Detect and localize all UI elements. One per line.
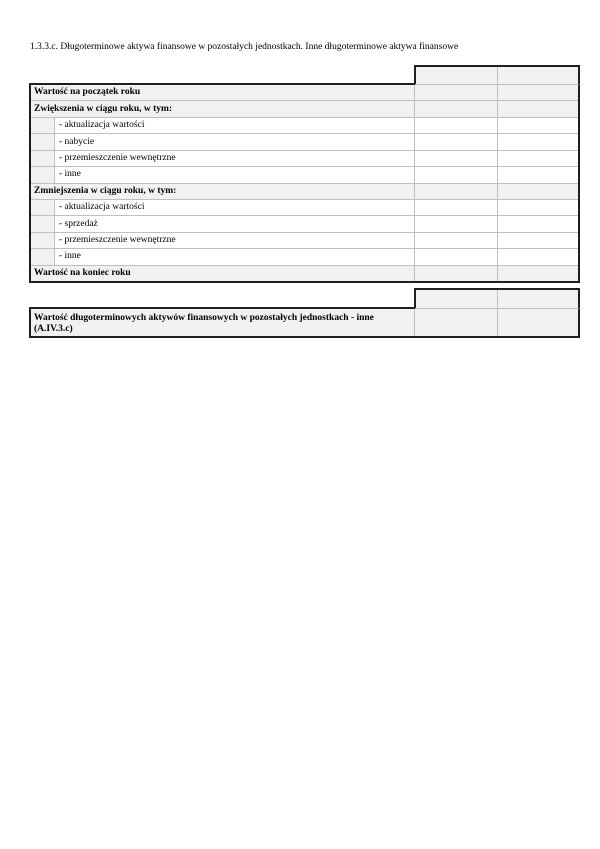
value-cell-1	[414, 118, 497, 133]
summary-year-header-cell-1	[416, 290, 498, 308]
value-cell-2	[497, 151, 578, 166]
main-table-year-header	[414, 65, 580, 85]
indent-cell	[31, 134, 55, 149]
value-cell-2	[497, 85, 578, 100]
row-label: Wartość na początek roku	[31, 85, 414, 100]
indent-cell	[31, 118, 55, 133]
summary-label-line-1: Wartość długoterminowych aktywów finansowych w pozostałych jednostkach - inne	[34, 312, 374, 323]
year-header-cell-2	[498, 67, 578, 84]
value-cell-1	[414, 249, 497, 264]
row-label: - inne	[55, 167, 414, 182]
row-label: Zwiększenia w ciągu roku, w tym:	[31, 101, 414, 116]
table-row	[31, 100, 578, 116]
value-cell-2	[497, 266, 578, 281]
row-label: - inne	[55, 249, 414, 264]
row-label: - nabycie	[55, 134, 414, 149]
summary-label-line-2: (A.IV.3.c)	[34, 323, 73, 334]
value-cell-2	[497, 233, 578, 248]
indent-cell	[31, 216, 55, 231]
indent-cell	[31, 167, 55, 182]
value-cell-1	[414, 134, 497, 149]
row-label: Zmniejszenia w ciągu roku, w tym:	[31, 184, 414, 199]
summary-table-year-header	[414, 288, 580, 309]
value-cell-2	[497, 118, 578, 133]
table-row	[31, 133, 578, 149]
value-cell-1	[414, 200, 497, 215]
row-label: - przemieszczenie wewnętrzne	[55, 233, 414, 248]
row-label: - sprzedaż	[55, 216, 414, 231]
value-cell-2	[497, 167, 578, 182]
value-cell-1	[414, 85, 497, 100]
value-cell-1	[414, 184, 497, 199]
summary-value-cell-1	[414, 309, 497, 336]
table-row	[31, 215, 578, 231]
indent-cell	[31, 233, 55, 248]
table-row	[31, 166, 578, 182]
value-cell-2	[497, 216, 578, 231]
value-cell-1	[414, 151, 497, 166]
table-row	[31, 85, 578, 100]
value-cell-2	[497, 249, 578, 264]
summary-value-cell-2	[497, 309, 578, 336]
row-label: Wartość na koniec roku	[31, 266, 414, 281]
summary-row-label	[31, 309, 414, 336]
value-cell-2	[497, 184, 578, 199]
value-cell-1	[414, 101, 497, 116]
year-header-cell-1	[416, 67, 498, 84]
value-cell-1	[414, 233, 497, 248]
indent-cell	[31, 151, 55, 166]
main-table	[29, 83, 580, 283]
summary-year-header-cell-2	[498, 290, 578, 308]
value-cell-2	[497, 101, 578, 116]
value-cell-1	[414, 266, 497, 281]
indent-cell	[31, 200, 55, 215]
table-row	[31, 117, 578, 133]
value-cell-2	[497, 134, 578, 149]
table-row	[31, 183, 578, 199]
value-cell-2	[497, 200, 578, 215]
summary-row	[31, 309, 578, 336]
value-cell-1	[414, 216, 497, 231]
table-row	[31, 248, 578, 264]
table-row	[31, 265, 578, 281]
summary-table	[29, 307, 580, 338]
table-row	[31, 232, 578, 248]
table-row	[31, 199, 578, 215]
row-label: - przemieszczenie wewnętrzne	[55, 151, 414, 166]
section-title: 1.3.3.c. Długoterminowe aktywa finansowe w pozostałych jednostkach. Inne długoterminowe aktywa finansowe	[30, 42, 459, 52]
row-label: - aktualizacja wartości	[55, 118, 414, 133]
indent-cell	[31, 249, 55, 264]
value-cell-1	[414, 167, 497, 182]
table-row	[31, 150, 578, 166]
row-label: - aktualizacja wartości	[55, 200, 414, 215]
